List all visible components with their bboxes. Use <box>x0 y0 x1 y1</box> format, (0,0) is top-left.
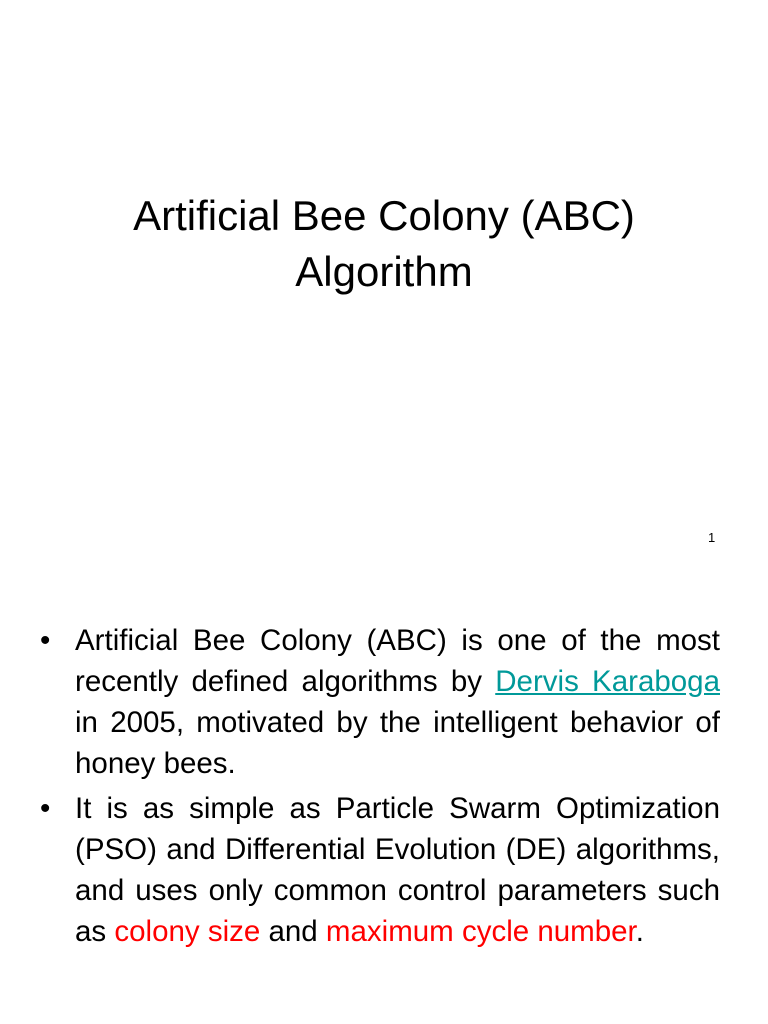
maximum-cycle-number-highlight: maximum cycle number <box>325 915 636 948</box>
bullet-text-and: and <box>260 915 326 948</box>
bullet-list <box>40 620 720 956</box>
bullet-text-intro: It is as simple as Particle Swarm Optimization (PSO) and Differential Evolution (DE) algorithms, and uses only common control parameters such as <box>75 792 720 948</box>
dervis-karaboga-link[interactable]: Dervis Karaboga <box>495 665 720 698</box>
bullet-icon: • <box>40 624 51 657</box>
bullet-item-abc-simplicity <box>40 788 720 952</box>
slide-title-line-2: Algorithm <box>295 248 473 295</box>
bullet-text-after-link: in 2005, motivated by the intelligent behavior of honey bees. <box>75 706 720 780</box>
bullet-text-period: . <box>635 915 644 948</box>
bullet-icon: • <box>40 792 51 825</box>
page-number: 1 <box>708 530 716 545</box>
bullet-item-abc-definition <box>40 620 720 784</box>
bullet-text-before-link: Artificial Bee Colony (ABC) is one of the most recently defined algorithms by <box>75 624 720 698</box>
slide-title-line-1: Artificial Bee Colony (ABC) <box>133 192 635 239</box>
slide-title <box>0 188 768 300</box>
colony-size-highlight: colony size <box>114 915 261 948</box>
